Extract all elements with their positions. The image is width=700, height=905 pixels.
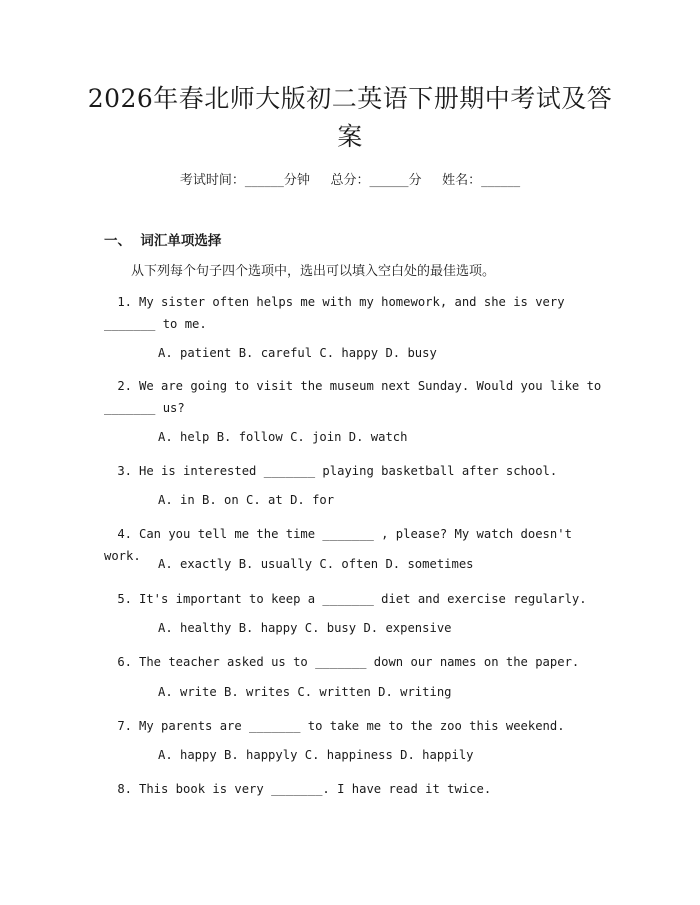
question-number: 8.	[117, 782, 132, 796]
question-4-options: A. exactly B. usually C. often D. sometimes	[158, 557, 474, 571]
question-8	[104, 778, 614, 800]
question-3-options: A. in B. on C. at D. for	[158, 493, 335, 507]
question-5-options: A. healthy B. happy C. busy D. expensive	[158, 621, 452, 635]
document-title: 2026年春北师大版初二英语下册期中考试及答案	[87, 84, 613, 151]
section-heading: 一、 词汇单项选择	[104, 233, 222, 249]
question-number: 5.	[117, 592, 132, 606]
question-7-options: A. happy B. happyly C. happiness D. happily	[158, 748, 474, 762]
question-6	[104, 651, 614, 673]
question-7	[104, 715, 614, 737]
question-stem: He is interested _______ playing basketball after school.	[139, 464, 558, 478]
question-stem: My sister often helps me with my homework, and she is very _______ to me.	[104, 295, 565, 331]
question-stem: The teacher asked us to _______ down our names on the paper.	[139, 655, 580, 669]
question-number: 1.	[117, 295, 132, 309]
question-number: 4.	[117, 527, 132, 541]
question-2-options: A. help B. follow C. join D. watch	[158, 430, 408, 444]
question-stem: It's important to keep a _______ diet and exercise regularly.	[139, 592, 587, 606]
question-1-options: A. patient B. careful C. happy D. busy	[158, 346, 437, 360]
question-2	[104, 375, 614, 419]
question-stem: My parents are _______ to take me to the zoo this weekend.	[139, 719, 565, 733]
question-5	[104, 588, 614, 610]
question-number: 2.	[117, 379, 132, 393]
question-stem: We are going to visit the museum next Sunday. Would you like to _______ us?	[104, 379, 602, 415]
question-1	[104, 291, 614, 335]
exam-meta-line: 考试时间：______分钟 总分：______分 姓名：______	[179, 173, 521, 188]
question-6-options: A. write B. writes C. written D. writing	[158, 685, 452, 699]
section-instruction: 从下列每个句子四个选项中，选出可以填入空白处的最佳选项。	[131, 264, 496, 279]
question-number: 7.	[117, 719, 132, 733]
question-3	[104, 460, 614, 482]
question-number: 3.	[117, 464, 132, 478]
question-stem: This book is very _______. I have read it twice.	[139, 782, 492, 796]
question-number: 6.	[117, 655, 132, 669]
question-stem: Can you tell me the time _______ , please? My watch doesn't work.	[104, 527, 572, 563]
